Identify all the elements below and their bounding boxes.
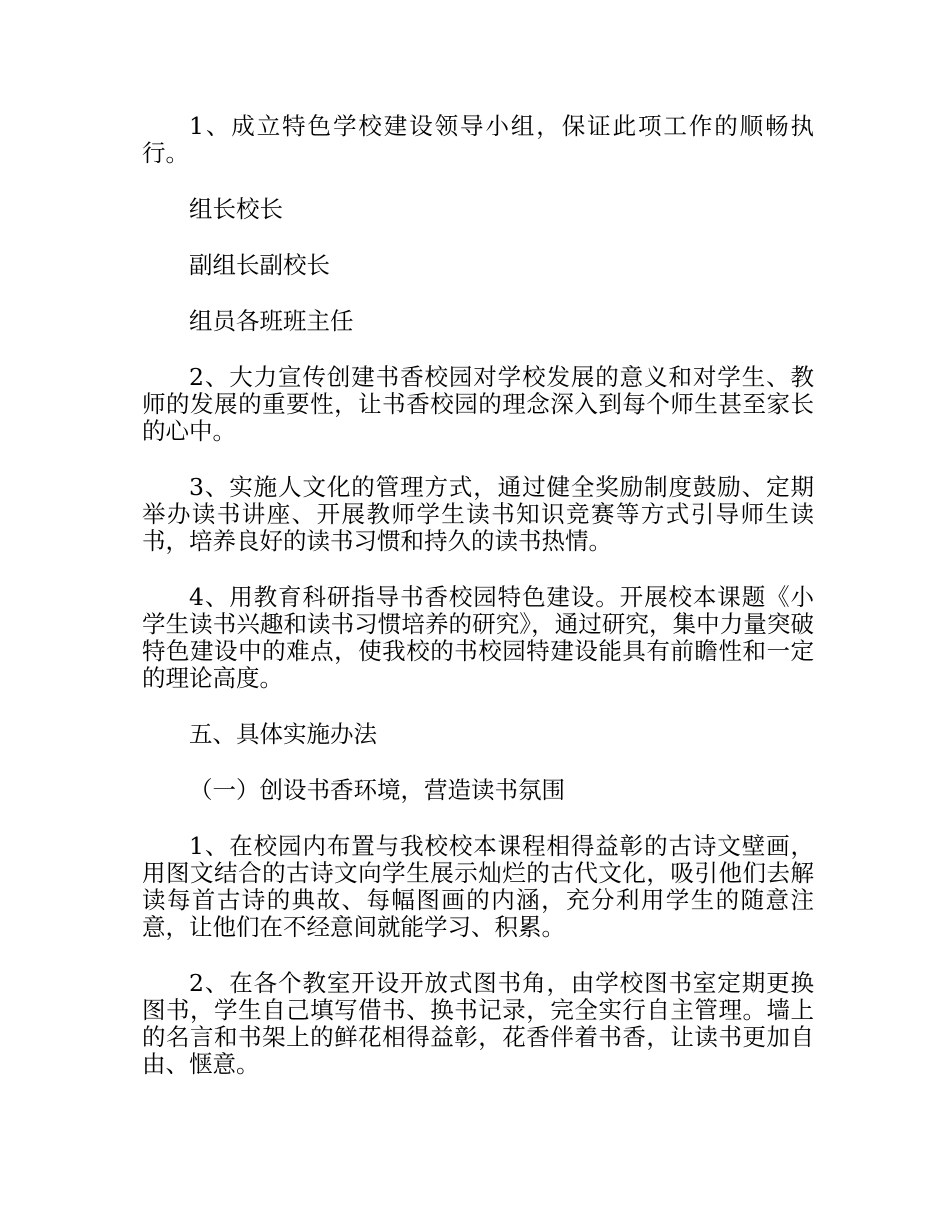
- paragraph-5: 2、大力宣传创建书香校园对学校发展的意义和对学生、教师的发展的重要性，让书香校园的理念深入到每个师生甚至家长的心中。: [142, 363, 814, 445]
- paragraph-7: 4、用教育科研指导书香校园特色建设。开展校本课题《小学生读书兴趣和读书习惯培养的研究》，通过研究，集中力量突破特色建设中的难点，使我校的书校园特建设能具有前瞻性和一定的理论高度。: [142, 583, 814, 692]
- paragraph-2: 组长校长: [189, 195, 283, 223]
- paragraph-3: 副组长副校长: [189, 251, 330, 279]
- paragraph-6: 3、实施人文化的管理方式，通过健全奖励制度鼓励、定期举办读书讲座、开展教师学生读书知识竞赛等方式引导师生读书，培养良好的读书习惯和持久的读书热情。: [142, 473, 814, 555]
- paragraph-4: 组员各班班主任: [189, 307, 354, 335]
- paragraph-11: 2、在各个教室开设开放式图书角，由学校图书室定期更换图书，学生自己填写借书、换书记录，完全实行自主管理。墙上的名言和书架上的鲜花相得益彰，花香伴着书香，让读书更加自由、惬意。: [142, 969, 814, 1078]
- paragraph-1: 1、成立特色学校建设领导小组，保证此项工作的顺畅执行。: [142, 112, 814, 167]
- document-body: [142, 113, 814, 1107]
- paragraph-10: 1、在校园内布置与我校校本课程相得益彰的古诗文壁画，用图文结合的古诗文向学生展示灿烂的古代文化，吸引他们去解读每首古诗的典故、每幅图画的内涵，充分利用学生的随意注意，让他们在不经意间就能学习、积累。: [142, 832, 814, 941]
- subsection-heading: （一）创设书香环境，营造读书氛围: [189, 776, 565, 804]
- section-heading: 五、具体实施办法: [189, 720, 377, 748]
